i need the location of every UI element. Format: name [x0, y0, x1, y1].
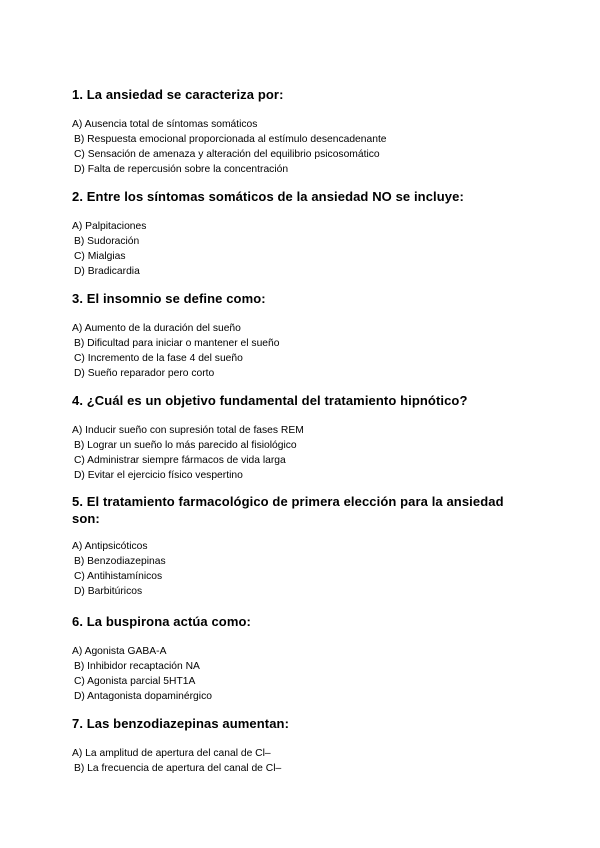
question-title: 1. La ansiedad se caracteriza por: [72, 87, 284, 102]
options-list [72, 423, 532, 483]
option-a: A) Agonista GABA-A [72, 646, 167, 657]
option-a: A) La amplitud de apertura del canal de Cl– [72, 748, 271, 759]
question-4 [72, 392, 532, 483]
options-list [72, 539, 512, 599]
question-title: 2. Entre los síntomas somáticos de la ansiedad NO se incluye: [72, 189, 464, 204]
question-2 [72, 188, 532, 279]
option-a: A) Aumento de la duración del sueño [72, 323, 241, 334]
option-d: D) Barbitúricos [74, 586, 143, 597]
question-7 [72, 715, 532, 776]
option-a: A) Antipsicóticos [72, 541, 148, 552]
option-a: A) Palpitaciones [72, 221, 147, 232]
options-list [72, 219, 532, 279]
option-b: B) Benzodiazepinas [74, 556, 166, 567]
options-list [72, 746, 532, 776]
question-3 [72, 290, 532, 381]
option-c: C) Sensación de amenaza y alteración del equilibrio psicosomático [74, 149, 380, 160]
question-title: 3. El insomnio se define como: [72, 291, 266, 306]
option-c: C) Agonista parcial 5HT1A [74, 676, 196, 687]
option-b: B) Respuesta emocional proporcionada al estímulo desencadenante [74, 134, 387, 145]
option-a: A) Inducir sueño con supresión total de fases REM [72, 425, 304, 436]
option-d: D) Evitar el ejercicio físico vespertino [74, 470, 243, 481]
question-1 [72, 86, 532, 177]
option-d: D) Sueño reparador pero corto [74, 368, 215, 379]
question-5 [72, 493, 512, 599]
option-b: B) Inhibidor recaptación NA [74, 661, 200, 672]
options-list [72, 321, 532, 381]
question-title: 4. ¿Cuál es un objetivo fundamental del tratamiento hipnótico? [72, 393, 468, 408]
options-list [72, 117, 532, 177]
question-title: 6. La buspirona actúa como: [72, 614, 251, 629]
question-title: 5. El tratamiento farmacológico de primera elección para la ansiedad son: [72, 494, 504, 526]
options-list [72, 644, 532, 704]
option-b: B) Dificultad para iniciar o mantener el sueño [74, 338, 280, 349]
option-c: C) Mialgias [74, 251, 126, 262]
question-6 [72, 613, 532, 704]
option-c: C) Antihistamínicos [74, 571, 163, 582]
option-b: B) Sudoración [74, 236, 140, 247]
question-title: 7. Las benzodiazepinas aumentan: [72, 716, 290, 731]
option-d: D) Falta de repercusión sobre la concentración [74, 164, 289, 175]
option-a: A) Ausencia total de síntomas somáticos [72, 119, 258, 130]
option-d: D) Antagonista dopaminérgico [74, 691, 212, 702]
option-b: B) La frecuencia de apertura del canal de Cl– [74, 763, 282, 774]
option-c: C) Administrar siempre fármacos de vida larga [74, 455, 286, 466]
option-d: D) Bradicardia [74, 266, 140, 277]
option-b: B) Lograr un sueño lo más parecido al fisiológico [74, 440, 297, 451]
option-c: C) Incremento de la fase 4 del sueño [74, 353, 243, 364]
